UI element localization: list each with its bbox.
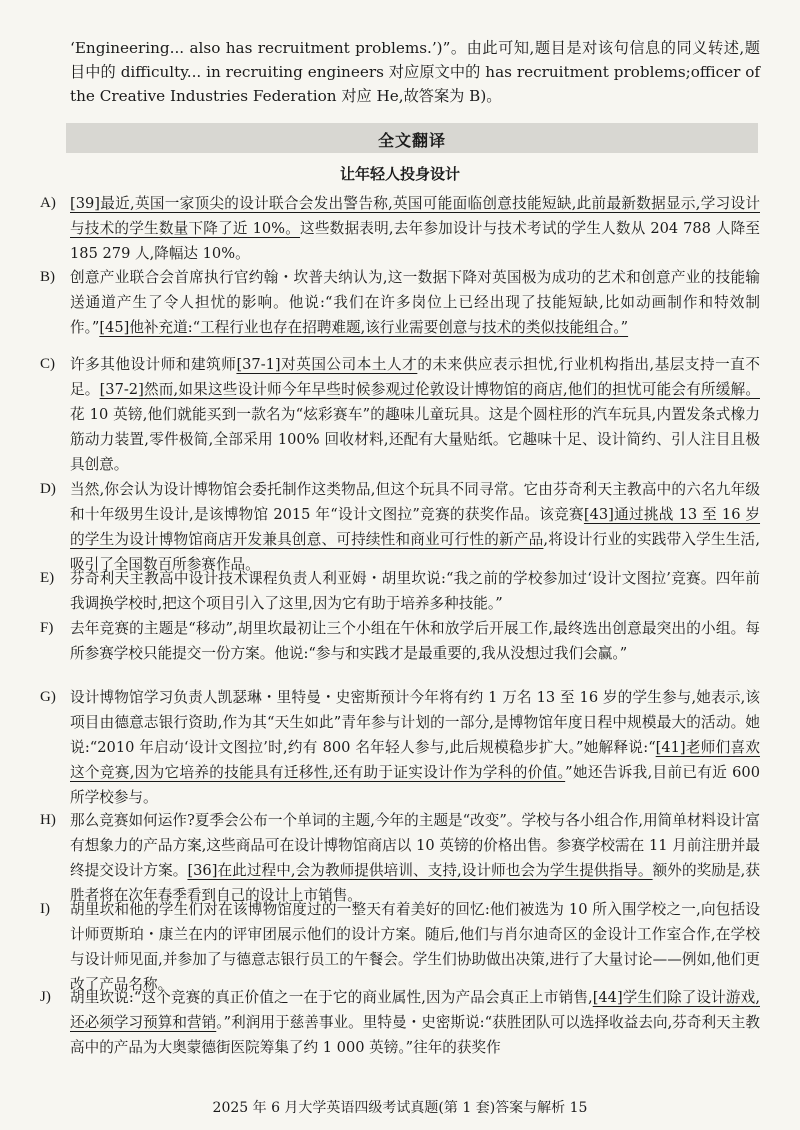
sentence-text: 额外的奖励是,获胜者将在次年春季看到自己的设计上市销售。 xyxy=(70,862,760,904)
sentence-text: 胡里坎和他的学生们对在该博物馆度过的一整天有着美好的回忆:他们被选为 10 所入围学校之一,向包括设计师贾斯珀・康兰在内的评审团展示他们的设计方案。随后,他们与肖尔迪奇区的金设计工作室合作,在学校与设计师见面,并参加了与德意志银行员工的午餐会。学生们协助做出决策,进行了大量讨论——例如,他们更改了产品名称。 xyxy=(70,901,760,993)
sentence-text: ”她还告诉我,目前已有近 600 所学校参与。 xyxy=(70,764,760,806)
paragraph-label: E) xyxy=(40,570,55,586)
translation-paragraph xyxy=(40,265,760,340)
underlined-answer-sentence: [41]老师们喜欢这个竞赛,因为它培养的技能具有迁移性,还有助于证实设计作为学科的价值。 xyxy=(70,739,760,781)
translation-paragraph xyxy=(40,897,760,997)
paragraph-label: F) xyxy=(40,620,54,636)
translation-paragraph xyxy=(40,352,760,477)
translation-paragraph xyxy=(40,808,760,908)
sentence-text: 胡里坎说:“这个竞赛的真正价值之一在于它的商业属性,因为产品会真正上市销售, xyxy=(70,989,593,1006)
underlined-answer-sentence: [44]学生们除了设计游戏,还必须学习预算和营销 xyxy=(70,989,760,1031)
underlined-answer-sentence: [36]在此过程中,会为教师提供培训、支持,设计师也会为学生提供指导。 xyxy=(187,862,653,879)
paragraph-text xyxy=(70,616,760,666)
paragraph-text xyxy=(70,685,760,810)
underlined-answer-sentence: [37-2]然而,如果这些设计师今年早些时候参观过伦敦设计博物馆的商店,他们的担忧可能会有所缓解。 xyxy=(99,381,760,398)
sentence-text: 许多其他设计师和建筑师 xyxy=(70,356,237,373)
paragraph-text xyxy=(70,897,760,997)
paragraph-text xyxy=(70,265,760,340)
paragraph-label: H) xyxy=(40,812,56,828)
sentence-text: 芬奇利天主教高中设计技术课程负责人利亚姆・胡里坎说:“我之前的学校参加过‘设计文图拉’竞赛。四年前我调换学校时,把这个项目引入了这里,因为它有助于培养多种技能。” xyxy=(70,570,760,612)
translation-paragraph xyxy=(40,985,760,1060)
translation-paragraph xyxy=(40,616,760,666)
paragraph-text xyxy=(70,352,760,477)
sentence-text: 。”利润用于慈善事业。里特曼・史密斯说:“获胜团队可以选择收益去向,芬奇利天主教高中的产品为大奥蒙德街医院筹集了约 1 000 英镑。”往年的获奖作 xyxy=(70,1014,760,1056)
sentence-text: 创意产业联合会首席执行官约翰・坎普夫纳认为,这一数据下降对英国极为成功的艺术和创意产业的技能输送通道产生了令人担忧的影响。他说:“我们在许多岗位上已经出现了技能短缺,比如动画制作和特效制作。” xyxy=(70,269,760,336)
underlined-answer-sentence: [43]通过挑战 13 至 16 岁的学生为设计博物馆商店开发兼具创意、可持续性和商业可行性的新产品 xyxy=(70,506,761,548)
paragraph-text xyxy=(70,566,760,616)
sentence-text: 当然,你会认为设计博物馆会委托制作这类物品,但这个玩具不同寻常。它由芬奇利天主教高中的六名九年级和十年级男生设计,是该博物馆 2015 年“设计文图拉”竞赛的获奖作品。该竞赛 xyxy=(70,481,760,523)
underlined-answer-sentence: [45]他补充道:“工程行业也存在招聘难题,该行业需要创意与技术的类似技能组合。” xyxy=(99,319,629,336)
underlined-answer-sentence: [37-1]对英国公司本土人才 xyxy=(236,356,418,373)
sentence-text: 这些数据表明,去年参加设计与技术考试的学生人数从 204 788 人降至 185 279 人,降幅达 10%。 xyxy=(70,220,760,262)
paragraph-text xyxy=(70,985,760,1060)
sentence-text: 的未来供应表示担忧,行业机构指出,基层支持一直不足。 xyxy=(70,356,760,398)
translation-paragraph xyxy=(40,191,760,266)
sentence-text: ,将设计行业的实践带入学生生活,吸引了全国数百所参赛作品。 xyxy=(70,531,760,573)
translation-paragraph xyxy=(40,685,760,810)
paragraph-label: G) xyxy=(40,689,56,705)
sentence-text: 花 10 英镑,他们就能买到一款名为“炫彩赛车”的趣味儿童玩具。这是个圆柱形的汽车玩具,内置发条式橡力筋动力装置,零件极简,全部采用 100% 回收材料,还配有大量贴纸。它趣味十足、设计简约、引人注目且极具创意。 xyxy=(70,406,760,473)
section-banner xyxy=(66,123,758,153)
paragraph-text xyxy=(70,191,760,266)
translation-paragraph xyxy=(40,477,760,577)
analysis-paragraph: ‘Engineering... also has recruitment problems.’)”。由此可知,题目是对该句信息的同义转述,题目中的 difficulty... in recruiting engineers 对应原文中的 has recruitment problems;officer of the Creative Industries Federation 对应 He,故答案为 B)。 xyxy=(70,39,760,105)
section-title: 全文翻译 xyxy=(377,131,446,150)
translation-paragraph xyxy=(40,566,760,616)
paragraph-label: I) xyxy=(40,901,50,917)
page-footer: 2025 年 6 月大学英语四级考试真题(第 1 套)答案与解析 15 xyxy=(212,1100,588,1116)
paragraph-text xyxy=(70,808,760,908)
sentence-text: 设计博物馆学习负责人凯瑟琳・里特曼・史密斯预计今年将有约 1 万名 13 至 16 岁的学生参与,她表示,该项目由德意志银行资助,作为其“天生如此”青年参与计划的一部分,是博物馆年度日程中规模最大的活动。她说:“2010 年启动‘设计文图拉’时,约有 800 名年轻人参与,此后规模稳步扩大。”她解释说:“ xyxy=(70,689,760,756)
sentence-text: 那么竞赛如何运作?夏季会公布一个单词的主题,今年的主题是“改变”。学校与各小组合作,用简单材料设计富有想象力的产品方案,这些商品可在设计博物馆商店以 10 英镑的价格出售。参赛学校需在 11 月前注册并最终提交设计方案。 xyxy=(70,812,760,879)
article-title: 让年轻人投身设计 xyxy=(339,165,460,183)
underlined-answer-sentence: [39]最近,英国一家顶尖的设计联合会发出警告称,英国可能面临创意技能短缺,此前最新数据显示,学习设计与技术的学生数量下降了近 10%。 xyxy=(70,195,760,237)
paragraph-text xyxy=(70,477,760,577)
paragraph-label: C) xyxy=(40,356,55,372)
paragraph-label: J) xyxy=(40,989,51,1005)
paragraph-label: A) xyxy=(40,195,56,211)
paragraph-label: B) xyxy=(40,269,55,285)
paragraph-label: D) xyxy=(40,481,56,497)
sentence-text: 去年竞赛的主题是“移动”,胡里坎最初让三个小组在午休和放学后开展工作,最终选出创意最突出的小组。每所参赛学校只能提交一份方案。他说:“参与和实践才是最重要的,我从没想过我们会赢。” xyxy=(70,620,760,662)
